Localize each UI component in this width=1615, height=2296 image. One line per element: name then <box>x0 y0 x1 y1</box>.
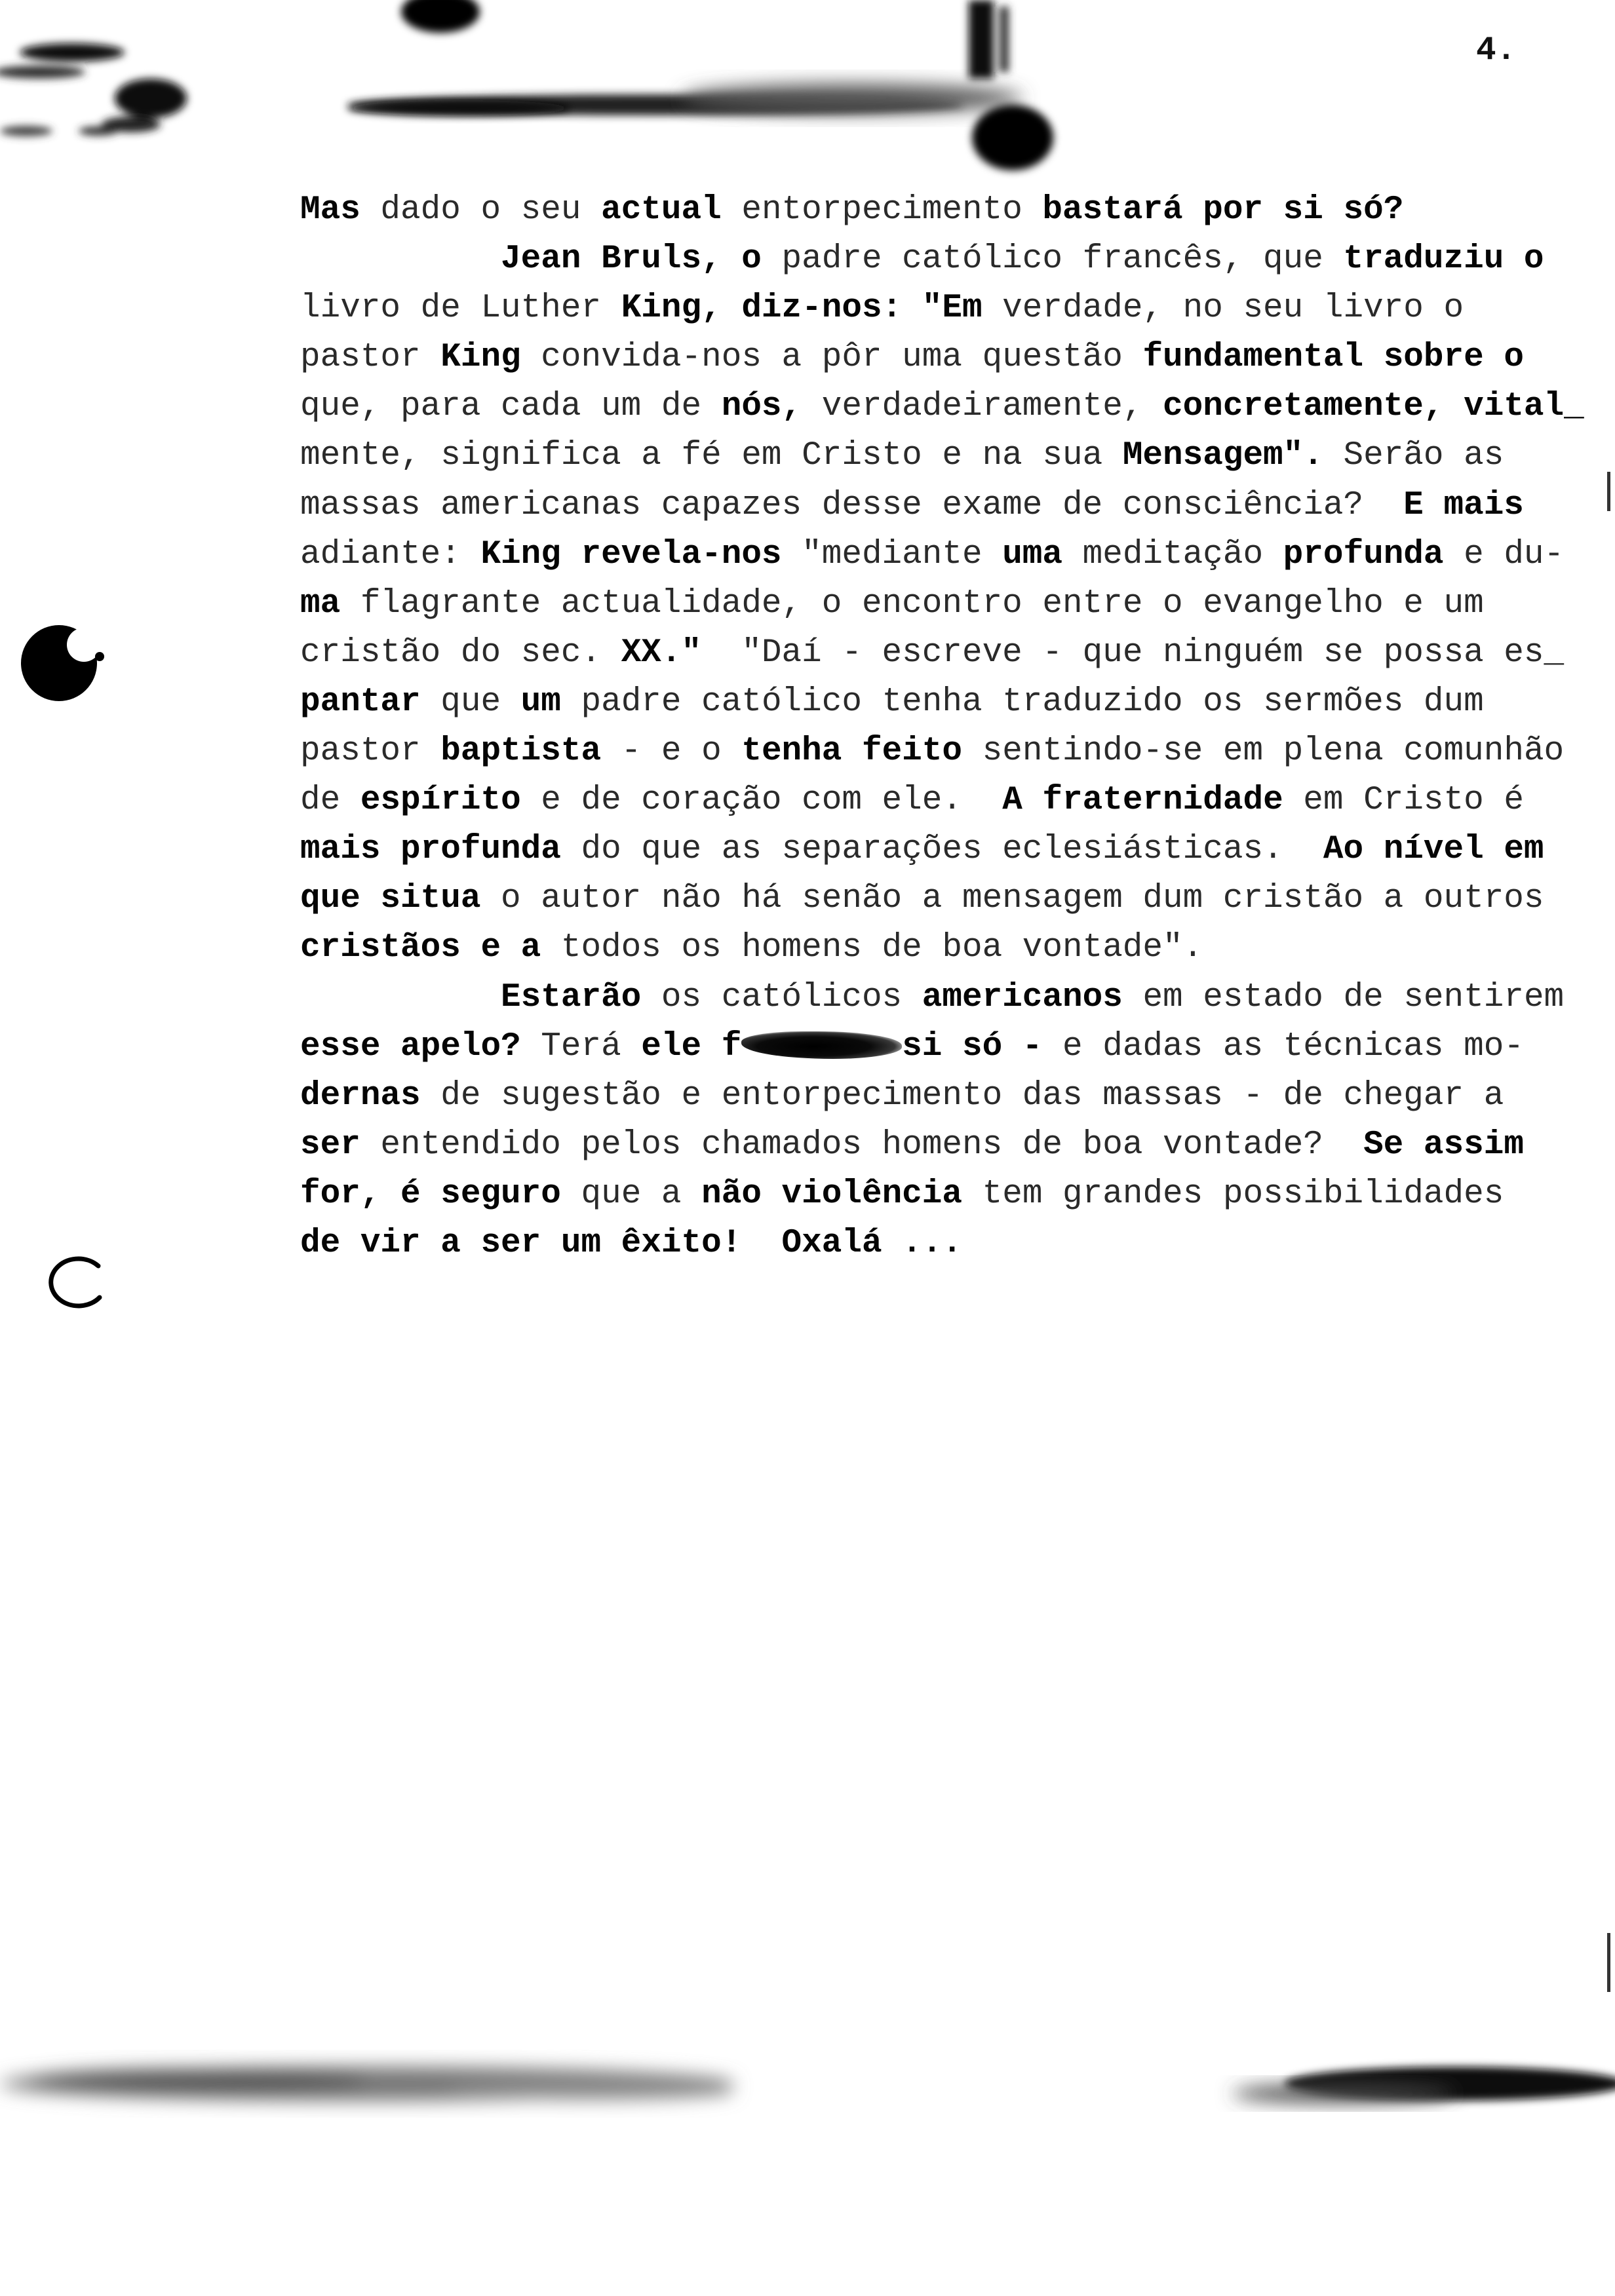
text-segment: e du- <box>1443 535 1565 573</box>
text-line <box>300 579 1605 628</box>
text-segment: dado o seu <box>360 191 602 229</box>
text-line <box>300 284 1605 333</box>
text-segment: bastará por si só? <box>1042 191 1404 229</box>
text-segment: XX." <box>621 634 702 672</box>
text-segment: e dadas as técnicas mo- <box>1042 1027 1524 1065</box>
text-line <box>300 776 1605 825</box>
text-segment: A fraternidade <box>1002 782 1283 820</box>
text-segment: Mas <box>300 191 360 229</box>
text-segment: Terá <box>520 1027 642 1065</box>
text-line <box>300 923 1605 972</box>
text-segment: traduziu o <box>1343 240 1544 278</box>
text-line <box>300 678 1605 727</box>
text-segment: King revela-nos <box>480 535 782 573</box>
text-segment: tem grandes possibilidades <box>962 1175 1504 1213</box>
left-margin-ink-blot <box>21 625 104 701</box>
text-segment: Serão as <box>1323 437 1504 475</box>
text-segment: padre católico francês, que <box>761 240 1344 278</box>
text-line <box>300 431 1605 480</box>
text-segment: - e o <box>601 733 742 771</box>
text-segment: esse apelo? <box>300 1027 521 1065</box>
left-margin-punch-mark <box>51 1259 100 1306</box>
text-segment: King <box>440 339 521 377</box>
text-segment: espírito <box>360 782 521 820</box>
text-line <box>300 530 1605 579</box>
typed-text-body <box>300 185 1605 1268</box>
text-segment: Jean Bruls, o <box>501 240 762 278</box>
text-segment: Ao nível em <box>1323 831 1544 869</box>
text-segment: pantar <box>300 683 421 721</box>
text-segment: for, é seguro <box>300 1175 561 1213</box>
text-line <box>300 1170 1605 1219</box>
text-segment: King, diz-nos: "Em <box>621 290 983 328</box>
text-segment: Mensagem". <box>1122 437 1323 475</box>
text-line <box>300 825 1605 874</box>
text-segment: meditação <box>1062 535 1283 573</box>
text-segment: sentindo-se em plena comunhão <box>962 733 1565 771</box>
text-segment: de vir a ser um êxito! Oxalá ... <box>300 1224 962 1262</box>
text-segment: livro de Luther <box>300 290 621 328</box>
text-segment: verdade, no seu livro o <box>982 290 1464 328</box>
text-segment: baptista <box>440 733 602 771</box>
text-line <box>300 1219 1605 1268</box>
text-segment: entendido pelos chamados homens de boa vontade? <box>360 1126 1364 1164</box>
bottom-left-ink-smear <box>0 2067 734 2101</box>
text-line <box>300 1120 1605 1170</box>
text-segment: tenha feito <box>741 733 962 771</box>
bottom-right-ink-smear <box>1232 2067 1615 2103</box>
text-segment: dernas <box>300 1077 421 1115</box>
text-segment: de sugestão e entorpecimento das massas - de chegar a <box>420 1077 1504 1115</box>
text-segment: todos os homens de boa vontade". <box>541 929 1203 967</box>
top-ink-blot <box>401 0 480 33</box>
text-segment: Estarão <box>501 978 642 1016</box>
text-segment: "mediante <box>781 535 1003 573</box>
text-segment: mente, significa a fé em Cristo e na sua <box>300 437 1123 475</box>
text-segment: cristãos e a <box>300 929 541 967</box>
text-line <box>300 1022 1605 1071</box>
text-segment: verdadeiramente, <box>802 388 1163 426</box>
right-edge-mark <box>1607 1933 1610 1992</box>
text-segment: um <box>520 683 561 721</box>
text-line <box>300 382 1605 431</box>
text-segment: nós, <box>721 388 802 426</box>
text-line <box>300 973 1605 1022</box>
text-segment: profunda <box>1283 535 1444 573</box>
text-segment: concretamente, vital_ <box>1163 388 1584 426</box>
text-segment: que <box>420 683 521 721</box>
text-segment: pastor <box>300 733 441 771</box>
text-line <box>300 874 1605 923</box>
text-segment: Se assim <box>1363 1126 1524 1164</box>
text-line <box>300 628 1605 678</box>
text-segment: e de coração com ele. <box>520 782 1003 820</box>
text-segment: uma <box>1002 535 1063 573</box>
text-segment: flagrante actualidade, o encontro entre o evangelho e um <box>340 584 1484 622</box>
text-line <box>300 185 1605 235</box>
text-segment: ser <box>300 1126 360 1164</box>
text-line <box>300 481 1605 530</box>
text-segment: do que as separações eclesiásticas. <box>560 831 1323 869</box>
text-line <box>300 727 1605 776</box>
text-segment: cristão do sec. <box>300 634 621 672</box>
text-line <box>300 235 1605 284</box>
text-segment: americanos <box>922 978 1123 1016</box>
text-segment: fundamental sobre o <box>1142 339 1524 377</box>
text-line <box>300 333 1605 382</box>
text-segment: ma <box>300 584 341 622</box>
text-segment: pastor <box>300 339 441 377</box>
text-segment: entorpecimento <box>721 191 1043 229</box>
text-segment: convida-nos a pôr uma questão <box>520 339 1143 377</box>
text-segment: que, para cada um de <box>300 388 722 426</box>
text-segment: que situa <box>300 880 481 918</box>
text-segment: si só - <box>902 1027 1043 1065</box>
ink-blot <box>741 1031 902 1059</box>
text-segment: adiante: <box>300 535 481 573</box>
text-segment: em Cristo é <box>1283 782 1524 820</box>
text-segment: padre católico tenha traduzido os sermões dum <box>560 683 1484 721</box>
text-segment: ele f <box>641 1027 742 1065</box>
text-segment: mais profunda <box>300 831 561 869</box>
text-segment: o autor não há senão a mensagem dum cristão a outros <box>480 880 1544 918</box>
text-segment: E mais <box>1403 486 1524 524</box>
right-edge-mark <box>1607 472 1610 511</box>
text-segment: em estado de sentirem <box>1122 978 1565 1016</box>
header-ink-smear <box>347 84 1022 116</box>
text-segment: massas americanas capazes desse exame de consciência? <box>300 486 1404 524</box>
text-segment: de <box>300 782 360 820</box>
text-segment: que a <box>560 1175 702 1213</box>
page-number: 4. <box>1476 32 1517 69</box>
text-segment: actual <box>601 191 722 229</box>
vertical-ink-smudge <box>969 0 1053 170</box>
text-segment: "Daí - escreve - que ninguém se possa es_ <box>701 634 1565 672</box>
text-line <box>300 1071 1605 1120</box>
top-left-ink-smear <box>0 43 187 136</box>
text-segment: os católicos <box>641 978 922 1016</box>
text-segment: não violência <box>701 1175 962 1213</box>
